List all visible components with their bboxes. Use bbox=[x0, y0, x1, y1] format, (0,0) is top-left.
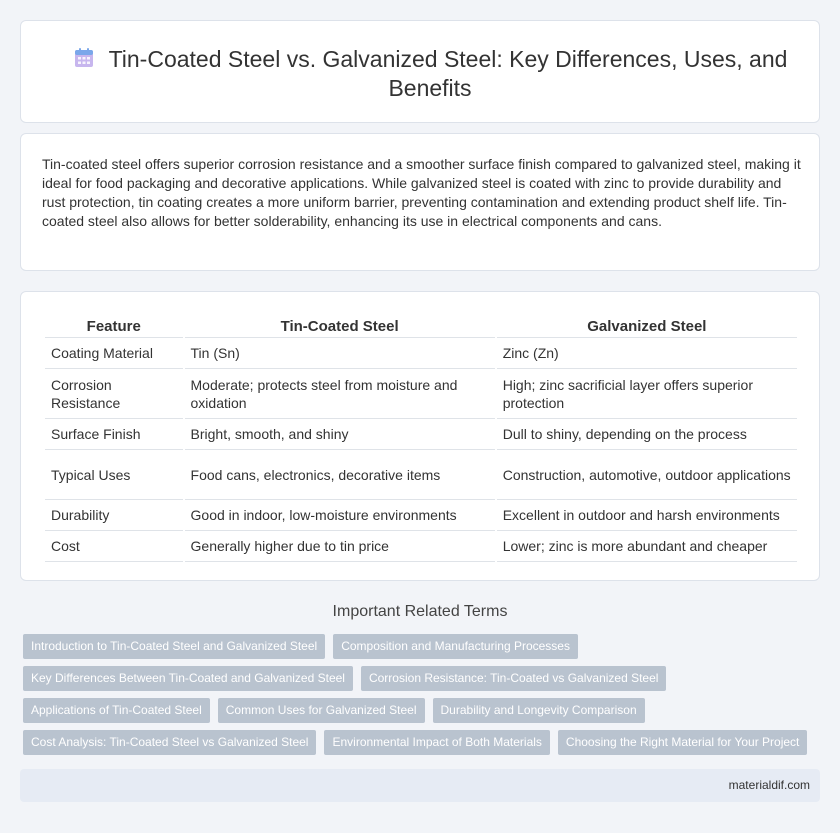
table-cell: Typical Uses bbox=[45, 450, 183, 500]
table-cell: Durability bbox=[45, 500, 183, 531]
table-row bbox=[45, 419, 797, 450]
table-cell: Generally higher due to tin price bbox=[185, 531, 495, 562]
table-cell: Coating Material bbox=[45, 338, 183, 369]
tag-row bbox=[23, 698, 645, 723]
table-row bbox=[45, 500, 797, 531]
calendar-icon bbox=[73, 47, 95, 69]
comparison-card bbox=[20, 291, 820, 581]
table-cell: High; zinc sacrificial layer offers superior protection bbox=[497, 369, 797, 419]
table-row bbox=[45, 369, 797, 419]
table-cell: Bright, smooth, and shiny bbox=[185, 419, 495, 450]
tag-row bbox=[23, 634, 578, 659]
table-cell: Construction, automotive, outdoor applications bbox=[497, 450, 797, 500]
related-term-link[interactable]: Durability and Longevity Comparison bbox=[433, 698, 645, 723]
related-term-link[interactable]: Key Differences Between Tin-Coated and Galvanized Steel bbox=[23, 666, 353, 691]
header-feature: Feature bbox=[45, 314, 183, 338]
table-row bbox=[45, 338, 797, 369]
table-row bbox=[45, 450, 797, 500]
header-galvanized: Galvanized Steel bbox=[497, 314, 797, 338]
table-cell: Moderate; protects steel from moisture and oxidation bbox=[185, 369, 495, 419]
tag-row bbox=[23, 730, 807, 755]
related-term-link[interactable]: Composition and Manufacturing Processes bbox=[333, 634, 578, 659]
intro-card bbox=[20, 133, 820, 271]
table-cell: Cost bbox=[45, 531, 183, 562]
related-terms-title: Important Related Terms bbox=[332, 603, 508, 620]
table-cell: Excellent in outdoor and harsh environments bbox=[497, 500, 797, 531]
table-cell: Corrosion Resistance bbox=[45, 369, 183, 419]
comparison-table bbox=[43, 314, 799, 562]
table-header-row bbox=[45, 314, 797, 338]
related-term-link[interactable]: Cost Analysis: Tin-Coated Steel vs Galvanized Steel bbox=[23, 730, 316, 755]
related-term-link[interactable]: Introduction to Tin-Coated Steel and Galvanized Steel bbox=[23, 634, 325, 659]
table-row bbox=[45, 531, 797, 562]
page-title bbox=[61, 45, 799, 103]
table-cell: Dull to shiny, depending on the process bbox=[497, 419, 797, 450]
footer-site-link[interactable]: materialdif.com bbox=[728, 778, 810, 792]
footer bbox=[20, 769, 820, 802]
title-wrap bbox=[61, 45, 799, 103]
table-cell: Tin (Sn) bbox=[185, 338, 495, 369]
related-term-link[interactable]: Environmental Impact of Both Materials bbox=[324, 730, 549, 755]
table-cell: Food cans, electronics, decorative items bbox=[185, 450, 495, 500]
table-cell: Zinc (Zn) bbox=[497, 338, 797, 369]
related-term-link[interactable]: Applications of Tin-Coated Steel bbox=[23, 698, 210, 723]
tag-row bbox=[23, 666, 666, 691]
page-title-text: Tin-Coated Steel vs. Galvanized Steel: Key Differences, Uses, and Benefits bbox=[108, 46, 788, 101]
header-card bbox=[20, 20, 820, 123]
related-term-link[interactable]: Common Uses for Galvanized Steel bbox=[218, 698, 425, 723]
table-cell: Good in indoor, low-moisture environments bbox=[185, 500, 495, 531]
header-tin-coated: Tin-Coated Steel bbox=[185, 314, 495, 338]
related-term-link[interactable]: Choosing the Right Material for Your Project bbox=[558, 730, 807, 755]
intro-paragraph: Tin-coated steel offers superior corrosion resistance and a smoother surface finish compared to galvanized steel, making it ideal for food packaging and decorative applications. While galvanized steel is coated with zinc to provide durability and rust protection, tin coating creates a more uniform barrier, preventing contamination and extending product shelf life. Tin-coated steel also allows for better solderability, enhancing its use in electrical components and cans. bbox=[42, 156, 801, 229]
table-cell: Lower; zinc is more abundant and cheaper bbox=[497, 531, 797, 562]
table-cell: Surface Finish bbox=[45, 419, 183, 450]
related-term-link[interactable]: Corrosion Resistance: Tin-Coated vs Galvanized Steel bbox=[361, 666, 666, 691]
